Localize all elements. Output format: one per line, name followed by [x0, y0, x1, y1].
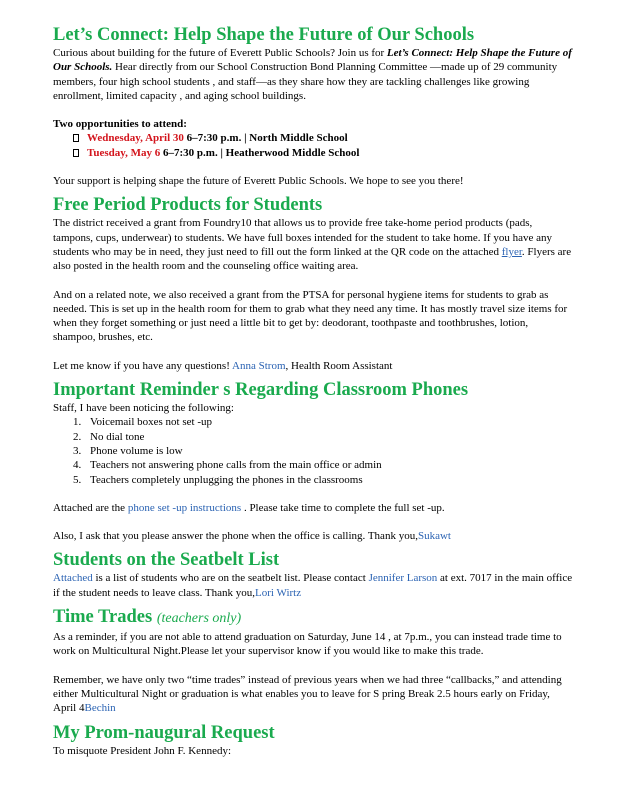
jennifer-larson-link[interactable]: Jennifer Larson [368, 572, 438, 585]
attend-heading: Two opportunities to attend: [53, 118, 187, 131]
session-date: Wednesday, April 30 [87, 132, 184, 145]
section-title-period-products: Free Period Products for Students [53, 195, 323, 216]
sukawt-link[interactable]: Sukawt [417, 530, 451, 543]
section-subtitle: (teachers only) [156, 611, 242, 627]
list-item: 1. Voicemail boxes not set -up [73, 416, 212, 429]
trades-paragraph-2: Remember, we have only two “time trades” instead of previous years when we had three “callbacks,” and attending either Multicultural Night or graduation is what enables you to leave for S pring Break 2.5 hours early on Friday, April 4Bechin [53, 673, 562, 715]
session-list [53, 131, 573, 160]
list-item: 4. Teachers not answering phone calls from the main office or admin [73, 459, 382, 472]
event-name: Let’s Connect: Help Shape the Future of Our Schools. [53, 47, 572, 74]
session-details: 6–7:30 p.m. | Heatherwood Middle School [160, 146, 360, 159]
section-time-trades [53, 606, 573, 715]
lori-wirtz-link[interactable]: Lori Wirtz [255, 586, 302, 599]
bechin-link[interactable]: Bechin [84, 702, 116, 715]
phones-paragraph-2: Also, I ask that you please answer the phone when the office is calling. Thank you,Sukawt [53, 530, 451, 543]
phone-issues-list [53, 415, 573, 486]
section-prom-request [53, 722, 573, 758]
newsletter-page [53, 24, 573, 758]
lets-connect-closing: Your support is helping shape the future of Everett Public Schools. We hope to see you there! [53, 175, 464, 188]
list-item: 5. Teachers completely unplugging the phones in the classrooms [73, 473, 363, 486]
period-paragraph-2: And on a related note, we also received a grant from the PTSA for personal hygiene items for students to grab as needed. This is set up in the health room for them to grab what they need any time. It has mostly travel size items for when they forget something or just need a little bit to get by: deodorant, toothpaste and toothbrushes, lotion, shampoo, brushes, etc. [53, 288, 568, 344]
section-lets-connect [53, 24, 573, 188]
trades-paragraph-1: As a reminder, if you are not able to attend graduation on Saturday, June 14 , at 7p.m., you can instead trade time to work on Multicultural Night.Please let your supervisor know if you would like to make this trade. [53, 631, 562, 658]
flyer-link[interactable]: flyer [501, 245, 522, 258]
session-details: 6–7:30 p.m. | North Middle School [183, 132, 348, 145]
checkbox-bullet-icon [73, 149, 79, 157]
phones-paragraph-1: Attached are the phone set -up instructions . Please take time to complete the full set -up. [53, 501, 445, 514]
session-item [53, 131, 573, 145]
section-seatbelt-list [53, 549, 573, 600]
section-title-classroom-phones: Important Reminder s Regarding Classroom Phones [53, 380, 469, 401]
section-period-products [53, 194, 573, 373]
period-paragraph-3: Let me know if you have any questions! Anna Strom, Health Room Assistant [53, 359, 393, 372]
session-item [53, 146, 573, 160]
checkbox-bullet-icon [73, 134, 79, 142]
anna-strom-link[interactable]: Anna Strom [232, 359, 286, 372]
seatbelt-paragraph: Attached is a list of students who are on the seatbelt list. Please contact Jennifer Larson at ext. 7017 in the main office if the student needs to leave class. Thank you,Lori Wirtz [53, 572, 573, 599]
attached-list-link[interactable]: Attached [53, 572, 93, 585]
period-paragraph-1: The district received a grant from Foundry10 that allows us to provide free take-home period products (pads, tampons, cups, underwear) to students. We have full boxes intended for the student to take home. If you have any students who may be in need, they just need to fill out the form linked at the QR code on the attached flyer. Flyers are also posted in the health room and the counseling office waiting area. [53, 217, 572, 273]
list-item: 2. No dial tone [73, 430, 145, 443]
list-item: 3. Phone volume is low [73, 444, 183, 457]
prom-intro: To misquote President John F. Kennedy: [53, 744, 232, 757]
section-classroom-phones [53, 379, 573, 543]
session-date: Tuesday, May 6 [87, 146, 161, 159]
section-title-time-trades: Time Trades (teachers only) [53, 607, 242, 628]
phone-setup-instructions-link[interactable]: phone set -up instructions [127, 501, 242, 514]
phones-intro: Staff, I have been noticing the following: [53, 402, 234, 415]
section-title-prom-request: My Prom-naugural Request [53, 722, 275, 743]
section-title-lets-connect: Let’s Connect: Help Shape the Future of Our Schools [53, 25, 475, 45]
section-title-seatbelt-list: Students on the Seatbelt List [53, 550, 280, 571]
lets-connect-paragraph: Curious about building for the future of Everett Public Schools? Join us for Let’s Connect: Help Shape the Future of Our Schools. Hear directly from our School Construction Bond Planning Committee —made up of 29 community members, four high school students , and staff—as they share how they are tackling challenges like growing enrollment, limited capacity , and aging school buildings. [53, 47, 572, 102]
